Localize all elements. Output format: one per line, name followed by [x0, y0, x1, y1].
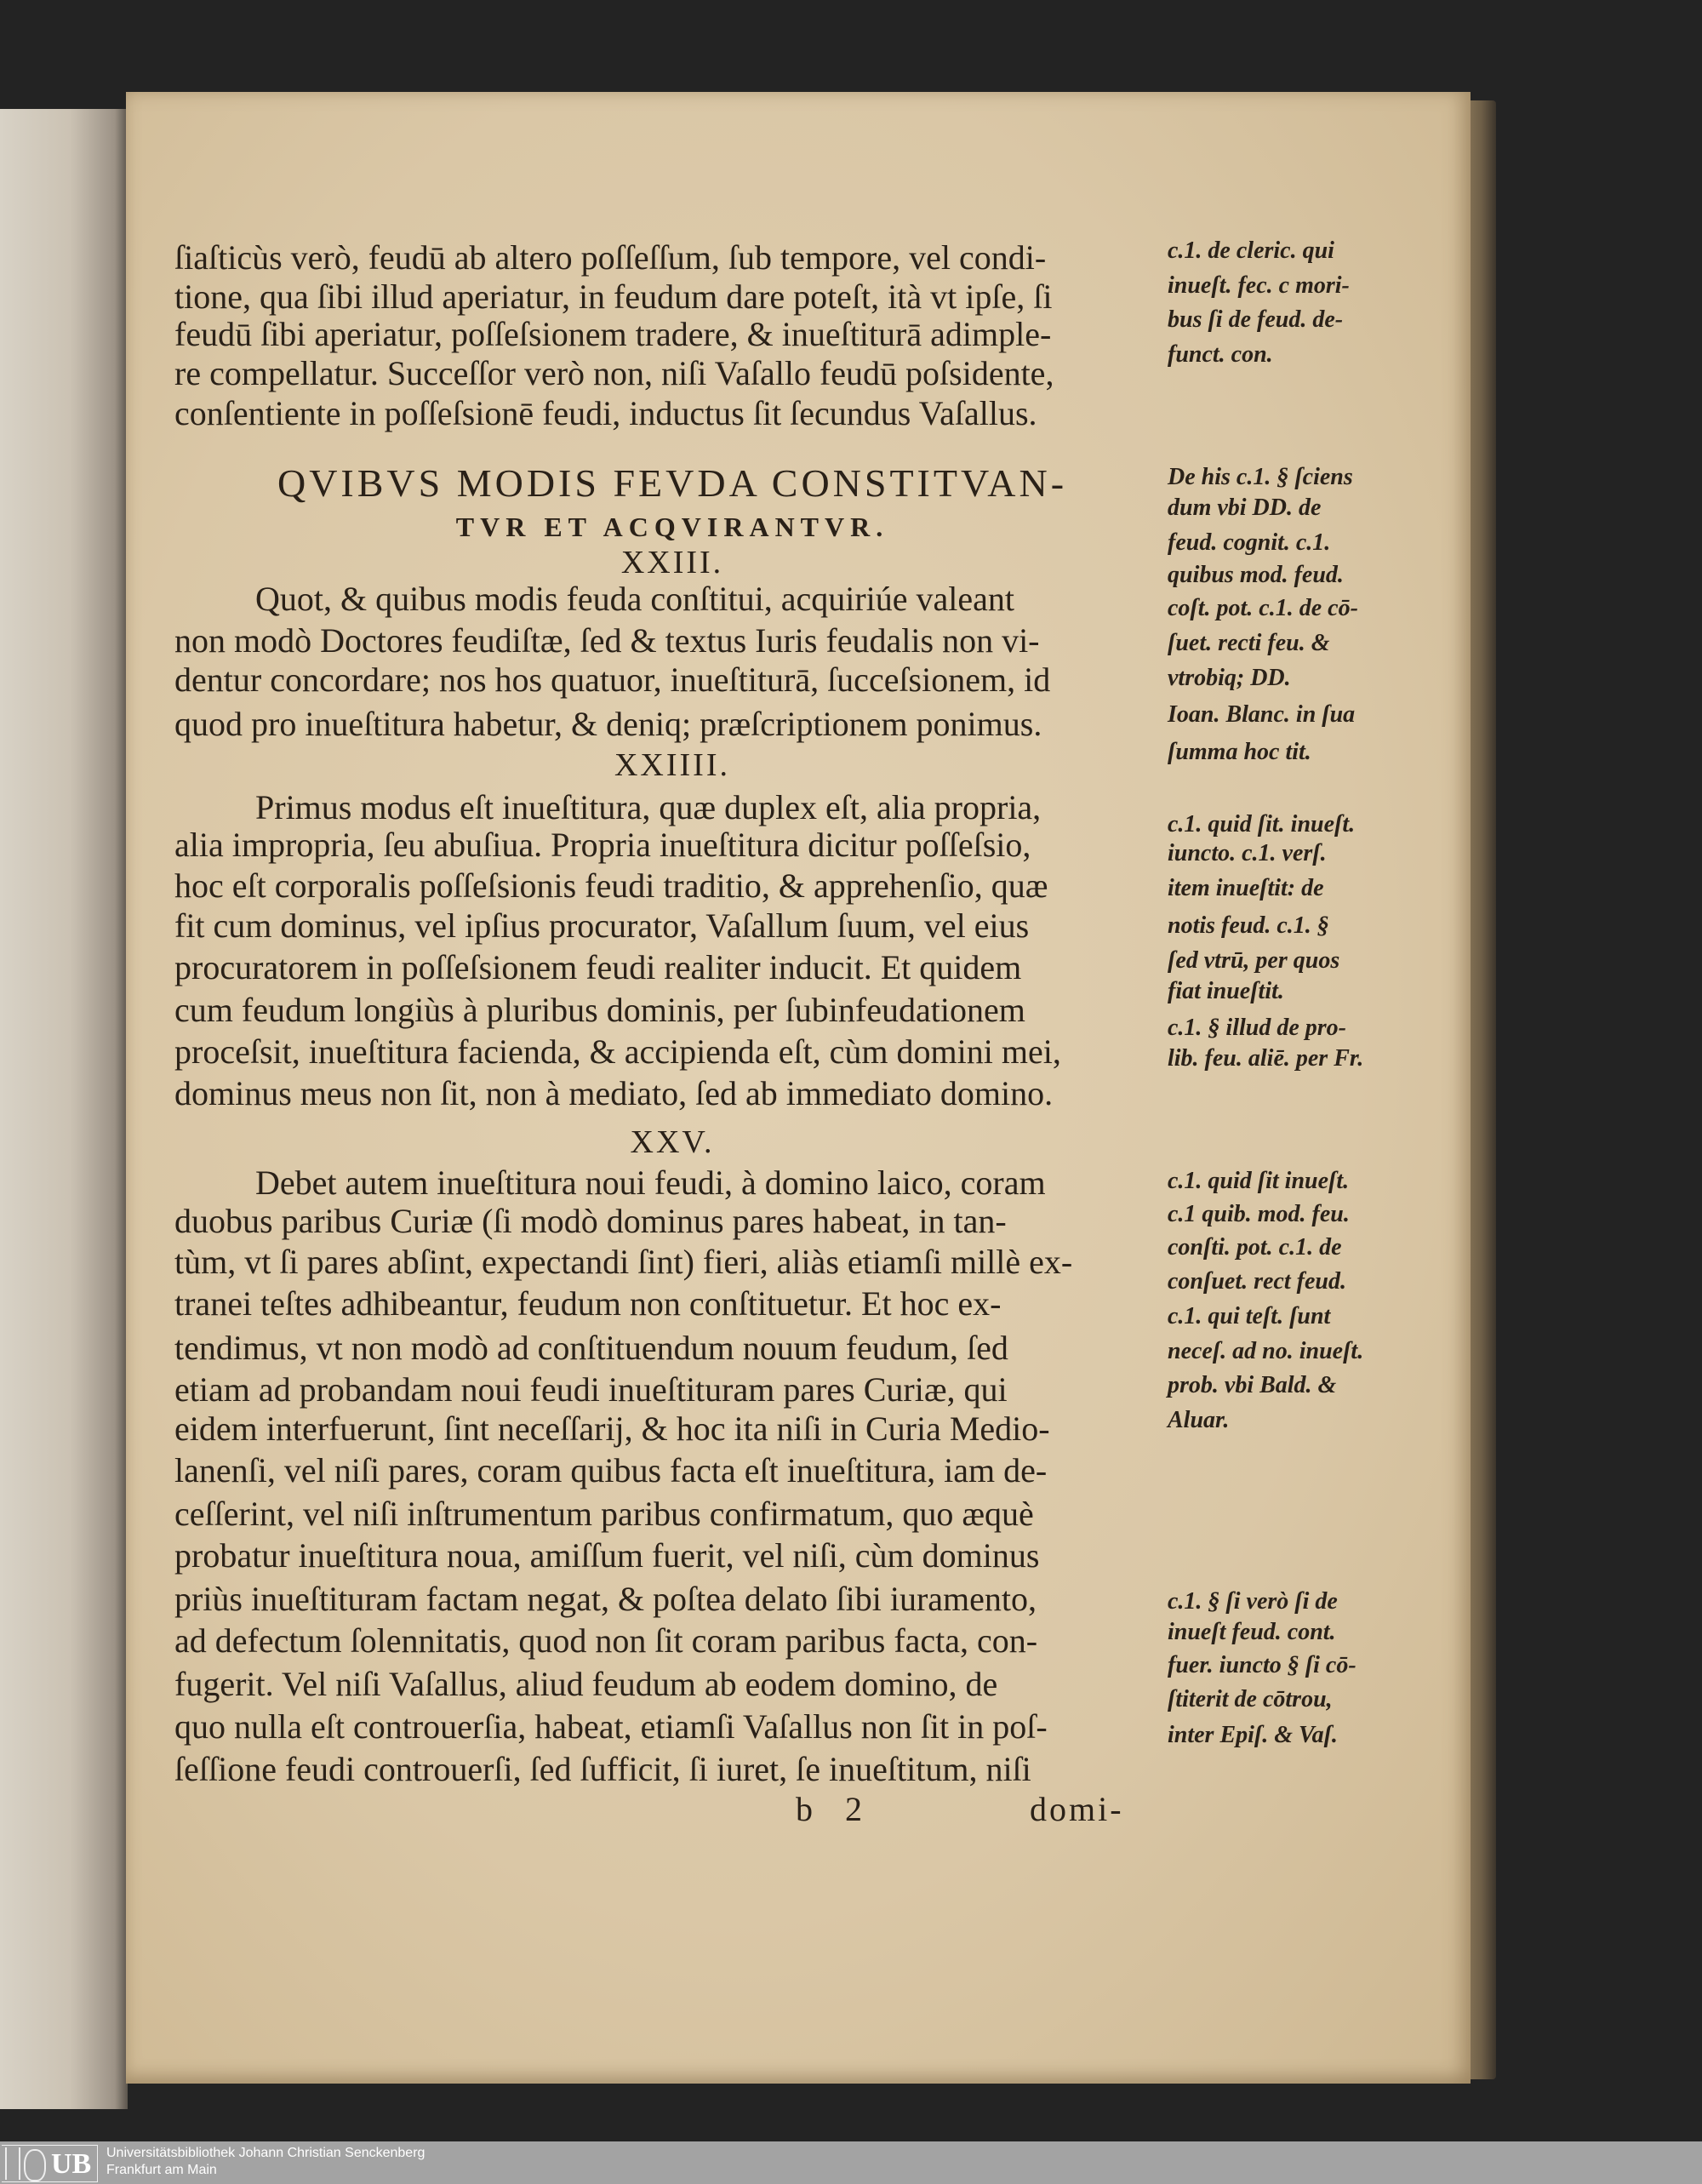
text-line: ceſſerint, vel niſi inſtrumentum paribus confirmatum, quo æquè: [174, 1495, 1034, 1534]
margin-note-line: inueſt. fec. c mori-: [1168, 272, 1350, 299]
margin-note-line: iuncto. c.1. verſ.: [1168, 840, 1327, 867]
columns-icon: [5, 2147, 20, 2180]
signature-mark: b 2: [796, 1790, 874, 1828]
chapter-heading: QVIBVS MODIS FEVDA CONSTITVAN-: [277, 460, 1068, 505]
margin-note-line: vtrobiq; DD.: [1168, 665, 1291, 692]
margin-note-line: c.1. § ſi verò ſi de: [1168, 1588, 1338, 1615]
text-line: hoc eſt corporalis poſſeſsionis feudi traditio, & apprehenſio, quæ: [174, 866, 1048, 905]
margin-note-line: lib. feu. aliē. per Fr.: [1168, 1044, 1364, 1072]
margin-note-line: inter Epiſ. & Vaſ.: [1168, 1722, 1338, 1749]
text-line: procuratorem in poſſeſsionem feudi realiter inducit. Et quidem: [174, 948, 1022, 987]
text-line: ſeſſione feudi controuerſi, ſed ſufficit, ſi iuret, ſe inueſtitum, niſi: [174, 1749, 1031, 1788]
institution-city: Frankfurt am Main: [106, 2163, 217, 2177]
margin-note-line: funct. con.: [1168, 341, 1273, 369]
text-line: etiam ad probandam noui feudi inueſtituram pares Curiæ, qui: [174, 1370, 1008, 1409]
margin-note-line: c.1. de cleric. qui: [1168, 237, 1334, 264]
text-line: probatur inueſtitura noua, amiſſum fuerit, vel niſi, cùm dominus: [174, 1536, 1040, 1575]
library-footer-bar: [0, 2141, 1702, 2184]
text-line: priùs inueſtituram factam negat, & poſtea delato ſibi iuramento,: [174, 1579, 1037, 1618]
text-line: fugerit. Vel niſi Vaſallus, aliud feudum ab eodem domino, de: [174, 1664, 998, 1703]
text-line: feudū ſibi aperiatur, poſſeſsionem tradere, & inueſtiturā adimple-: [174, 314, 1052, 353]
logo-text: UB: [51, 2148, 92, 2180]
text-line: non modò Doctores feudiſtæ, ſed & textus Iuris feudalis non vi-: [174, 620, 1040, 660]
margin-note-line: bus ſi de feud. de-: [1168, 306, 1344, 334]
text-line: eidem interfuerunt, ſint neceſſarij, & hoc ita niſi in Curia Medio-: [174, 1409, 1050, 1449]
chapter-heading: TVR ET ACQVIRANTVR.: [455, 511, 889, 542]
margin-note-line: c.1 quib. mod. feu.: [1168, 1201, 1350, 1228]
section-number: XXIII.: [620, 545, 724, 581]
text-line: Primus modus eſt inueſtitura, quæ duplex eſt, alia propria,: [255, 788, 1042, 827]
text-line: fit cum dominus, vel ipſius procurator, Vaſallum ſuum, vel eius: [174, 906, 1030, 946]
margin-note-line: De his c.1. § ſciens: [1168, 464, 1353, 491]
margin-note-line: Aluar.: [1168, 1407, 1230, 1434]
text-line: tranei teſtes adhibeantur, feudum non conſtituetur. Et hoc ex-: [174, 1284, 1002, 1323]
margin-note-line: quibus mod. feud.: [1168, 561, 1344, 588]
margin-note-line: neceſ. ad no. inueſt.: [1168, 1337, 1364, 1364]
margin-note-line: dum vbi DD. de: [1168, 495, 1322, 522]
text-line: tùm, vt ſi pares abſint, expectandi ſint) fieri, aliàs etiamſi millè ex-: [174, 1242, 1073, 1281]
text-line: dentur concordare; nos hos quatuor, inueſtiturā, ſucceſsionem, id: [174, 660, 1051, 699]
text-line: Quot, & quibus modis feuda conſtitui, acquiriúe valeant: [255, 579, 1015, 618]
text-line: alia impropria, ſeu abuſiua. Propria inueſtitura dicitur poſſeſsio,: [174, 826, 1031, 865]
margin-note-line: inueſt feud. cont.: [1168, 1619, 1336, 1646]
margin-note-line: ſumma hoc tit.: [1168, 738, 1311, 765]
margin-note-line: notis feud. c.1. §: [1168, 912, 1329, 940]
text-line: duobus paribus Curiæ (ſi modò dominus pares habeat, in tan-: [174, 1202, 1007, 1241]
margin-note-line: c.1. quid ſit. inueſt.: [1168, 810, 1356, 838]
text-line: re compellatur. Succeſſor verò non, niſi Vaſallo feudū poſsidente,: [174, 353, 1054, 392]
margin-note-line: coſt. pot. c.1. de cō-: [1168, 595, 1358, 622]
margin-note-line: fiat inueſtit.: [1168, 978, 1284, 1005]
previous-page-edge: [0, 109, 128, 2109]
portrait-icon: [24, 2149, 46, 2181]
margin-note-line: fuer. iuncto § ſi cō-: [1168, 1652, 1356, 1679]
ub-logo: [2, 2145, 98, 2182]
margin-note-line: ſed vtrū, per quos: [1168, 947, 1340, 975]
text-line: cum feudum longiùs à pluribus dominis, per ſubinfeudationem: [174, 990, 1025, 1029]
margin-note-line: c.1. quid ſit inueſt.: [1168, 1167, 1350, 1194]
margin-note-line: c.1. qui teſt. ſunt: [1168, 1302, 1331, 1329]
institution-name: Universitätsbibliothek Johann Christian Senckenberg: [106, 2146, 426, 2160]
text-line: Debet autem inueſtitura noui feudi, à domino laico, coram: [255, 1163, 1046, 1202]
catchword: domi-: [1030, 1790, 1124, 1828]
margin-note-line: conſti. pot. c.1. de: [1168, 1234, 1342, 1261]
text-line: proceſsit, inueſtitura facienda, & accipienda eſt, cùm domini mei,: [174, 1032, 1061, 1071]
margin-note-line: conſuet. rect feud.: [1168, 1267, 1346, 1295]
margin-note-line: c.1. § illud de pro-: [1168, 1014, 1346, 1041]
section-number: XXIIII.: [614, 746, 730, 783]
margin-note-line: ſuet. recti feu. &: [1168, 630, 1330, 657]
text-line: lanenſi, vel niſi pares, coram quibus facta eſt inueſtitura, iam de-: [174, 1451, 1048, 1490]
text-line: ad defectum ſolennitatis, quod non ſit coram paribus facta, con-: [174, 1621, 1038, 1660]
text-line: quo nulla eſt controuerſia, habeat, etiamſi Vaſallus non ſit in poſ-: [174, 1707, 1048, 1747]
text-line: quod pro inueſtitura habetur, & deniq; præſcriptionem ponimus.: [174, 705, 1042, 744]
text-line: tione, qua ſibi illud aperiatur, in feudum dare poteſt, ità vt ipſe, ſi: [174, 277, 1053, 316]
text-line: dominus meus non ſit, non à mediato, ſed ab immediato domino.: [174, 1073, 1054, 1112]
margin-note-line: Ioan. Blanc. in ſua: [1168, 700, 1356, 728]
text-line: conſentiente in poſſeſsionē feudi, inductus ſit ſecundus Vaſallus.: [174, 394, 1037, 433]
text-line: tendimus, vt non modò ad conſtituendum nouum feudum, ſed: [174, 1329, 1008, 1368]
margin-note-line: ſtiterit de cōtrou,: [1168, 1685, 1333, 1712]
margin-note-line: item inueſtit: de: [1168, 875, 1324, 902]
margin-note-line: prob. vbi Bald. &: [1168, 1372, 1337, 1399]
text-line: ſiaſticùs verò, feudū ab altero poſſeſſum, ſub tempore, vel condi-: [174, 237, 1047, 277]
margin-note-line: feud. cognit. c.1.: [1168, 529, 1331, 557]
section-number: XXV.: [630, 1124, 715, 1161]
